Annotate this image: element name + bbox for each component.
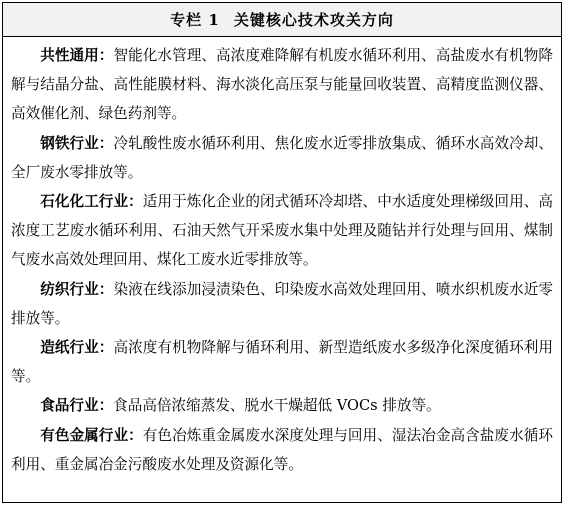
section-text: 适用于炼化企业的闭式循环冷却塔、中水适度处理梯级回用、高浓度工艺废水循环利用、石油天然气开采废水集中处理及随钻并行处理与回用、煤制气废水高效处理回用、煤化工废水近零排放等。 bbox=[11, 193, 553, 269]
section-food bbox=[11, 391, 553, 420]
section-text: 冷轧酸性废水循环利用、焦化废水近零排放集成、循环水高效冷却、全厂废水零排放等。 bbox=[11, 134, 553, 181]
section-text: 智能化水管理、高浓度难降解有机废水循环利用、高盐废水有机物降解与结晶分盐、高性能膜材料、海水淡化高压泵与能量回收装置、高精度监测仪器、高效催化剂、绿色药剂等。 bbox=[11, 47, 553, 123]
section-label: 食品行业： bbox=[40, 397, 114, 415]
section-label: 钢铁行业： bbox=[40, 134, 114, 152]
section-label: 纺织行业： bbox=[40, 280, 114, 298]
column-number: 专栏 1 bbox=[170, 11, 220, 29]
section-steel bbox=[11, 129, 553, 187]
section-nonferrous bbox=[11, 421, 553, 479]
section-label: 造纸行业： bbox=[40, 339, 114, 357]
section-text: 染液在线添加浸渍染色、印染废水高效处理回用、喷水织机废水近零排放等。 bbox=[11, 280, 553, 327]
section-label: 有色金属行业： bbox=[40, 426, 143, 444]
section-textile bbox=[11, 275, 553, 333]
section-paper bbox=[11, 333, 553, 391]
column-content bbox=[3, 37, 561, 479]
section-common bbox=[11, 41, 553, 129]
section-text: 食品高倍浓缩蒸发、脱水干燥超低 VOCs 排放等。 bbox=[113, 397, 441, 415]
section-label: 共性通用： bbox=[40, 47, 114, 64]
column-title: 关键核心技术攻关方向 bbox=[233, 11, 394, 29]
column-box bbox=[2, 2, 562, 503]
section-label: 石化化工行业： bbox=[40, 193, 143, 211]
section-petrochemical bbox=[11, 187, 553, 275]
section-text: 高浓度有机物降解与循环利用、新型造纸废水多级净化深度循环利用等。 bbox=[11, 339, 553, 386]
column-title-bar bbox=[3, 3, 561, 37]
section-text: 有色冶炼重金属废水深度处理与回用、湿法冶金高含盐废水循环利用、重金属冶金污酸废水处理及资源化等。 bbox=[11, 426, 553, 473]
